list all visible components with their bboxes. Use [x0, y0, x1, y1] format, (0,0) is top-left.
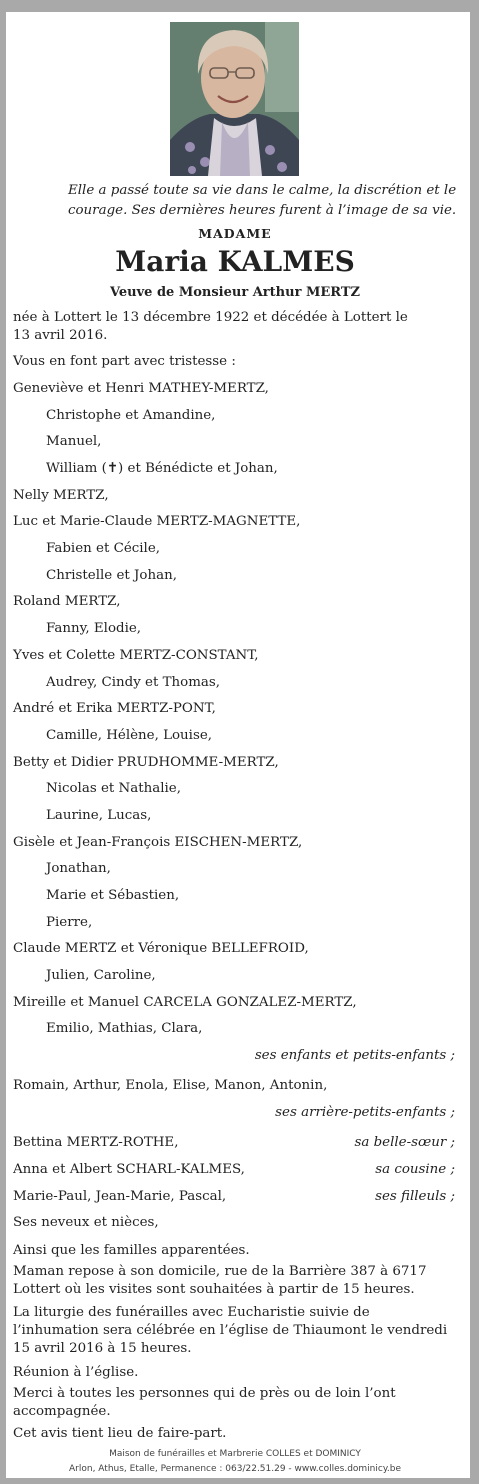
family-line: Fanny, Elodie,	[46, 621, 142, 636]
family-line: Manuel,	[46, 434, 102, 449]
family-line: André et Erika MERTZ-PONT,	[13, 701, 216, 716]
family-line: Nelly MERTZ,	[13, 488, 109, 503]
thanks-paragraph: Merci à toutes les personnes qui de près ou de loin l’ont accompagnée.	[13, 1386, 396, 1419]
rest-paragraph: Maman repose à son domicile, rue de la Barrière 387 à 6717 Lottert où les visites sont souhaitées à partir de 15 heures.	[13, 1264, 427, 1297]
family-line: Gisèle et Jean-François EISCHEN-MERTZ,	[13, 835, 303, 850]
announce-line: Vous en font part avec tristesse :	[13, 354, 236, 369]
frame-right	[470, 0, 479, 1484]
family-line: Christelle et Johan,	[46, 568, 177, 583]
title-madame: MADAME	[198, 226, 272, 241]
great-grandchildren-line: Romain, Arthur, Enola, Elise, Manon, Antonin,	[13, 1078, 328, 1093]
birth-line-1: née à Lottert le 13 décembre 1922 et décédée à Lottert le	[13, 310, 408, 325]
family-line: Mireille et Manuel CARCELA GONZALEZ-MERTZ,	[13, 995, 357, 1010]
family-line: Yves et Colette MERTZ-CONSTANT,	[13, 648, 259, 663]
families-line: Ainsi que les familles apparentées.	[13, 1243, 250, 1258]
frame-top	[0, 0, 479, 12]
family-line: Roland MERTZ,	[13, 594, 121, 609]
family-line: William (✝) et Bénédicte et Johan,	[46, 461, 278, 476]
deceased-name: Maria KALMES	[115, 245, 355, 278]
family-line: Pierre,	[46, 915, 93, 930]
family-line: Christophe et Amandine,	[46, 408, 216, 423]
family-line: Laurine, Lucas,	[46, 808, 152, 823]
family-line: Claude MERTZ et Véronique BELLEFROID,	[13, 941, 309, 956]
nephews-line: Ses neveux et nièces,	[13, 1215, 159, 1230]
relation-role: sa cousine ;	[375, 1162, 455, 1177]
family-line: Betty et Didier PRUDHOMME-MERTZ,	[13, 755, 279, 770]
funeral-home-contact: Arlon, Athus, Etalle, Permanence : 063/22.51.29 - www.colles.dominicy.be	[69, 1464, 401, 1474]
frame-left	[0, 0, 6, 1484]
liturgy-paragraph: La liturgie des funérailles avec Eucharistie suivie de l’inhumation sera célébrée en l’église de Thiaumont le vendredi 15 avril 2016 à 15 heures.	[13, 1305, 448, 1356]
notice-line: Cet avis tient lieu de faire-part.	[13, 1426, 227, 1441]
family-line: Julien, Caroline,	[46, 968, 156, 983]
relation-name: Bettina MERTZ-ROTHE,	[13, 1135, 179, 1150]
family-line: Jonathan,	[46, 861, 111, 876]
epitaph-quote: Elle a passé toute sa vie dans le calme, la discrétion et le courage. Ses dernières heures furent à l’image de sa vie.	[68, 183, 457, 218]
family-line: Marie et Sébastien,	[46, 888, 180, 903]
children-label: ses enfants et petits-enfants ;	[254, 1048, 455, 1063]
widow-line: Veuve de Monsieur Arthur MERTZ	[110, 285, 360, 300]
relation-role: ses filleuls ;	[375, 1189, 455, 1204]
family-line: Emilio, Mathias, Clara,	[46, 1021, 203, 1036]
family-line: Camille, Hélène, Louise,	[46, 728, 212, 743]
funeral-home-name: Maison de funérailles et Marbrerie COLLES et DOMINICY	[109, 1449, 361, 1459]
family-line: Geneviève et Henri MATHEY-MERTZ,	[13, 381, 269, 396]
birth-line-2: 13 avril 2016.	[13, 328, 108, 343]
family-line: Fabien et Cécile,	[46, 541, 161, 556]
portrait-photo	[170, 22, 299, 176]
family-line: Luc et Marie-Claude MERTZ-MAGNETTE,	[13, 514, 301, 529]
frame-bottom	[0, 1478, 479, 1484]
relation-role: sa belle-sœur ;	[354, 1135, 455, 1150]
family-line: Nicolas et Nathalie,	[46, 781, 181, 796]
family-line: Audrey, Cindy et Thomas,	[46, 675, 221, 690]
relation-name: Marie-Paul, Jean-Marie, Pascal,	[13, 1189, 227, 1204]
relation-name: Anna et Albert SCHARL-KALMES,	[13, 1162, 245, 1177]
great-grandchildren-label: ses arrière-petits-enfants ;	[275, 1105, 455, 1120]
meeting-line: Réunion à l’église.	[13, 1365, 139, 1380]
